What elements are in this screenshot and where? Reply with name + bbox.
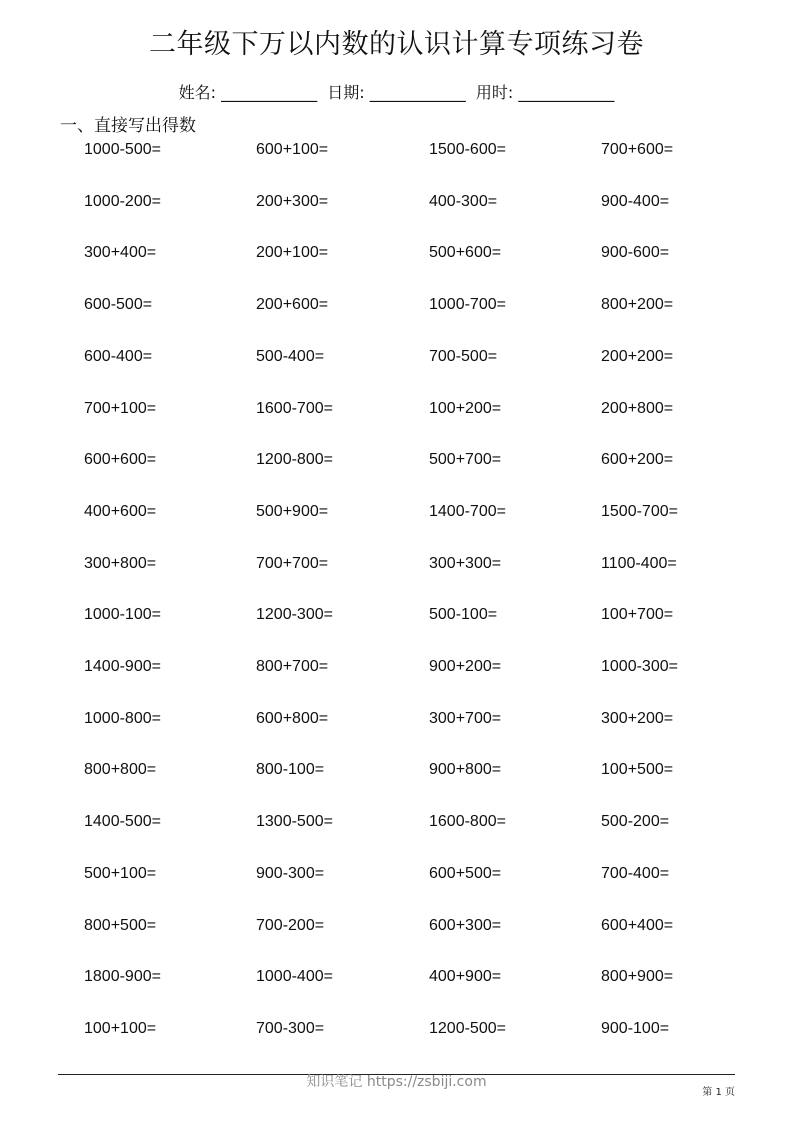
problem-r10-c2: 1200-300=: [256, 606, 333, 623]
problem-r4-c4: 800+200=: [601, 296, 674, 313]
page-number: 第 1 页: [702, 1087, 735, 1098]
problem-r15-c3: 600+500=: [429, 865, 502, 882]
info-line: 姓名: ____________ 日期: ____________ 用时: ____________: [178, 83, 615, 102]
problem-r13-c4: 100+500=: [601, 761, 674, 778]
section-heading: 一、直接写出得数: [60, 116, 196, 136]
problem-r6-c3: 100+200=: [429, 400, 502, 417]
problem-r10-c1: 1000-100=: [84, 606, 161, 623]
problem-r2-c4: 900-400=: [601, 193, 670, 210]
problem-r6-c2: 1600-700=: [256, 400, 333, 417]
problem-r5-c4: 200+200=: [601, 348, 674, 365]
problem-r5-c2: 500-400=: [256, 348, 325, 365]
problem-r7-c1: 600+600=: [84, 451, 157, 468]
problem-r3-c3: 500+600=: [429, 244, 502, 261]
problem-r16-c3: 600+300=: [429, 917, 502, 934]
problem-r17-c3: 400+900=: [429, 968, 502, 985]
problem-r15-c1: 500+100=: [84, 865, 157, 882]
problem-r7-c4: 600+200=: [601, 451, 674, 468]
problem-r9-c1: 300+800=: [84, 555, 157, 572]
problem-r2-c2: 200+300=: [256, 193, 329, 210]
page-title: 二年级下万以内数的认识计算专项练习卷: [149, 29, 644, 60]
problem-r14-c4: 500-200=: [601, 813, 670, 830]
problem-r7-c2: 1200-800=: [256, 451, 333, 468]
problem-r14-c1: 1400-500=: [84, 813, 161, 830]
problem-r3-c4: 900-600=: [601, 244, 670, 261]
problem-r11-c3: 900+200=: [429, 658, 502, 675]
problem-r9-c2: 700+700=: [256, 555, 329, 572]
problem-r11-c4: 1000-300=: [601, 658, 678, 675]
problem-r18-c3: 1200-500=: [429, 1020, 506, 1037]
problem-r1-c1: 1000-500=: [84, 141, 161, 158]
problem-r8-c3: 1400-700=: [429, 503, 506, 520]
problem-r11-c1: 1400-900=: [84, 658, 161, 675]
problem-r3-c1: 300+400=: [84, 244, 157, 261]
problem-r4-c3: 1000-700=: [429, 296, 506, 313]
problem-r5-c1: 600-400=: [84, 348, 153, 365]
problem-r13-c2: 800-100=: [256, 761, 325, 778]
problem-r11-c2: 800+700=: [256, 658, 329, 675]
problem-r8-c2: 500+900=: [256, 503, 329, 520]
problem-r8-c4: 1500-700=: [601, 503, 678, 520]
problem-r17-c1: 1800-900=: [84, 968, 161, 985]
problem-r1-c2: 600+100=: [256, 141, 329, 158]
problem-r8-c1: 400+600=: [84, 503, 157, 520]
problem-r17-c2: 1000-400=: [256, 968, 333, 985]
problem-r3-c2: 200+100=: [256, 244, 329, 261]
problem-r18-c2: 700-300=: [256, 1020, 325, 1037]
problem-r6-c1: 700+100=: [84, 400, 157, 417]
problem-r17-c4: 800+900=: [601, 968, 674, 985]
problem-r4-c1: 600-500=: [84, 296, 153, 313]
problem-r18-c1: 100+100=: [84, 1020, 157, 1037]
problem-r13-c3: 900+800=: [429, 761, 502, 778]
problem-r2-c1: 1000-200=: [84, 193, 161, 210]
problem-r12-c2: 600+800=: [256, 710, 329, 727]
problem-r4-c2: 200+600=: [256, 296, 329, 313]
problem-r1-c4: 700+600=: [601, 141, 674, 158]
problem-r16-c4: 600+400=: [601, 917, 674, 934]
problem-r12-c3: 300+700=: [429, 710, 502, 727]
problem-r10-c3: 500-100=: [429, 606, 498, 623]
problem-r2-c3: 400-300=: [429, 193, 498, 210]
problem-r9-c3: 300+300=: [429, 555, 502, 572]
problem-r9-c4: 1100-400=: [601, 555, 677, 572]
problem-r14-c2: 1300-500=: [256, 813, 333, 830]
problem-r12-c4: 300+200=: [601, 710, 674, 727]
problem-r7-c3: 500+700=: [429, 451, 502, 468]
problem-r14-c3: 1600-800=: [429, 813, 506, 830]
problem-r16-c2: 700-200=: [256, 917, 325, 934]
problem-r1-c3: 1500-600=: [429, 141, 506, 158]
problem-r6-c4: 200+800=: [601, 400, 674, 417]
problem-r10-c4: 100+700=: [601, 606, 674, 623]
problem-r18-c4: 900-100=: [601, 1020, 670, 1037]
problem-r15-c2: 900-300=: [256, 865, 325, 882]
problem-r16-c1: 800+500=: [84, 917, 157, 934]
problem-r15-c4: 700-400=: [601, 865, 670, 882]
problem-r12-c1: 1000-800=: [84, 710, 161, 727]
problem-r13-c1: 800+800=: [84, 761, 157, 778]
watermark-text: 知识笔记 https://zsbiji.com: [306, 1074, 487, 1090]
problem-r5-c3: 700-500=: [429, 348, 498, 365]
